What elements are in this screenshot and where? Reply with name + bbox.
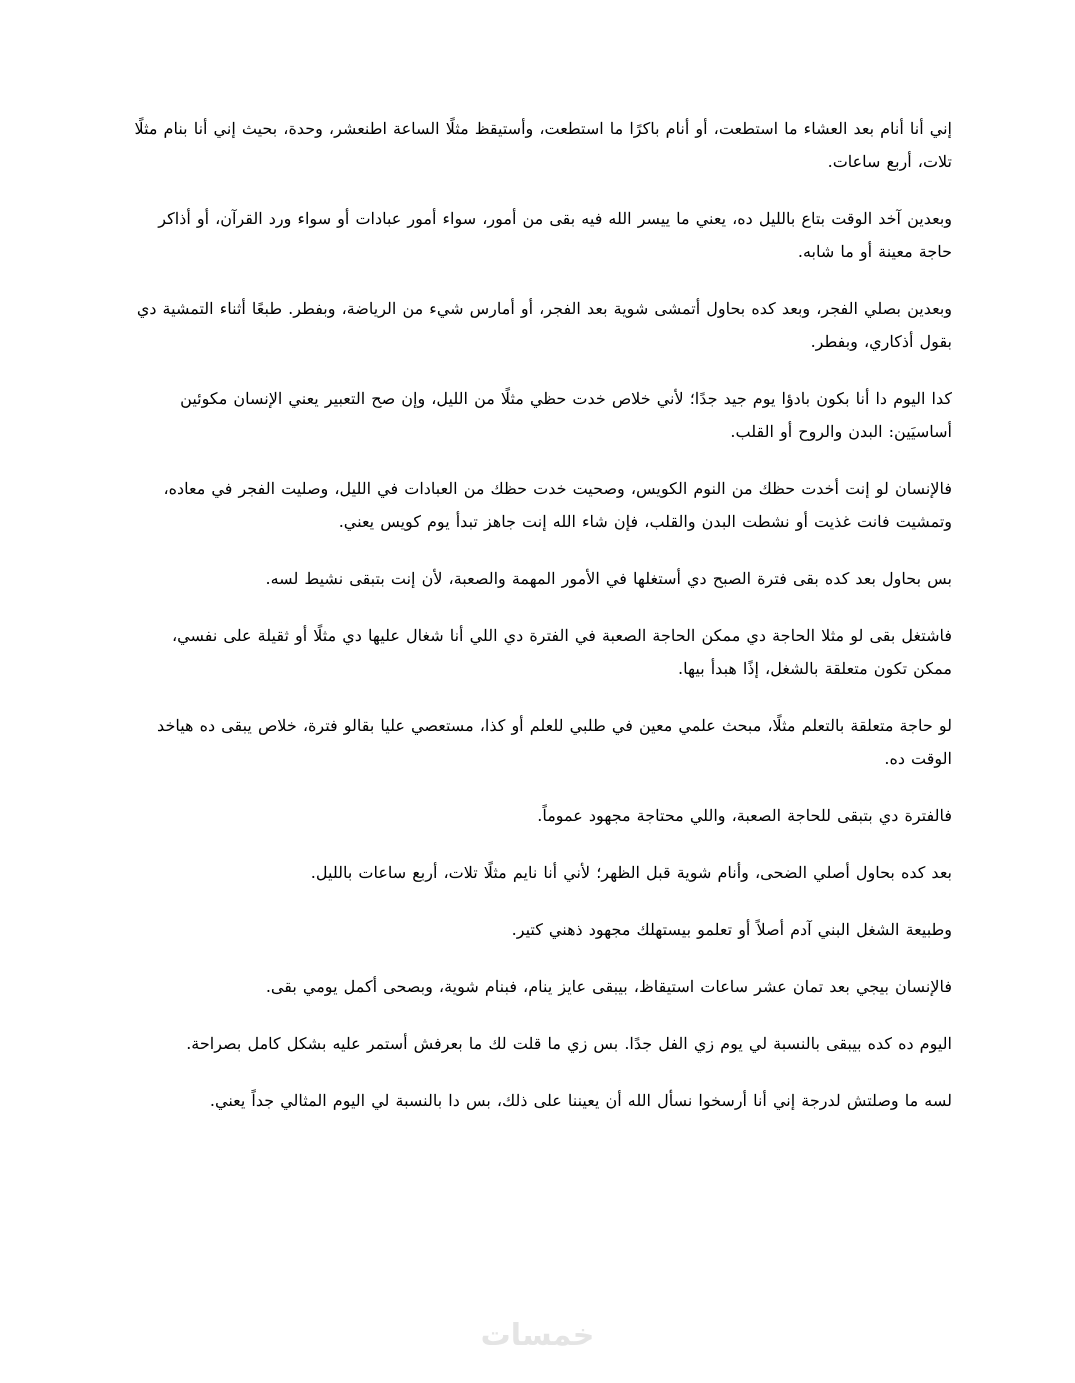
paragraph-9: فالفترة دي بتبقى للحاجة الصعبة، واللي محتاجة مجهود عموماً.	[537, 806, 952, 825]
paragraph-12: فالإنسان بيجي بعد تمان عشر ساعات استيقاظ، بيبقى عايز ينام، فبنام شوية، وبصحى أكمل يومي بقى.	[265, 977, 952, 996]
paragraph-1: إني أنا أنام بعد العشاء ما استطعت، أو أنام باكرًا ما استطعت، وأستيقظ مثلًا الساعة اطنعشر، وحدة، بحيث إني أنا بنام مثلًا تلات، أربع ساعات.	[134, 119, 952, 171]
document-body	[130, 112, 952, 1141]
paragraph-2: وبعدين آخد الوقت بتاع بالليل ده، يعني ما ييسر الله فيه بقى من أمور، سواء أمور عبادات أو سواء ورد القرآن، أو أذاكر حاجة معينة أو ما شابه.	[158, 209, 952, 261]
paragraph-4: كدا اليوم دا أنا بكون بادؤا يوم جيد جدًا؛ لأني خلاص خدت حظي مثلًا من الليل، وإن صح التعبير يعني الإنسان مكوئين أساسيَين: البدن والروح أو القلب.	[180, 389, 952, 441]
paragraph-3: وبعدين بصلي الفجر، وبعد كده بحاول أتمشى شوية بعد الفجر، أو أمارس شيء من الرياضة، وبفطر. طبعًا أثناء التمشية دي بقول أذكاري، وبفطر.	[136, 299, 952, 351]
paragraph-13: اليوم ده كده بيبقى بالنسبة لي يوم زي الفل جدًا. بس زي ما قلت لك ما بعرفش أستمر عليه بشكل كامل بصراحة.	[186, 1034, 952, 1053]
paragraph-14: لسه ما وصلتش لدرجة إني أنا أرسخوا نسأل الله أن يعيننا على ذلك، بس دا بالنسبة لي اليوم المثالي جداً يعني.	[209, 1091, 952, 1110]
paragraph-8: لو حاجة متعلقة بالتعلم مثلًا، مبحث علمي معين في طلبي للعلم أو كذا، مستعصي عليا بقالو فترة، خلاص يبقى ده هياخد الوقت ده.	[157, 716, 952, 768]
paragraph-6: بس بحاول بعد كده بقى فترة الصبح دي أستغلها في الأمور المهمة والصعبة، لأن إنت بتبقى نشيط لسه.	[265, 569, 952, 588]
paragraph-7: فاشتغل بقى لو مثلا الحاجة دي ممكن الحاجة الصعبة في الفترة دي اللي أنا شغال عليها دي مثلًا أو ثقيلة على نفسي، ممكن تكون متعلقة بالشغل، إذًا هبدأ بيها.	[171, 626, 952, 678]
paragraph-10: بعد كده بحاول أصلي الضحى، وأنام شوية قبل الظهر؛ لأني أنا نايم مثلًا تلات، أربع ساعات بالليل.	[310, 863, 952, 882]
khamsat-watermark: خمسات	[480, 1318, 595, 1353]
paragraph-5: فالإنسان لو إنت أخدت حظك من النوم الكويس، وصحيت خدت حظك من العبادات في الليل، وصليت الفجر في معاده، وتمشيت فانت غذيت أو نشطت البدن والقلب، فإن شاء الله إنت جاهز تبدأ يوم كويس يعني.	[163, 479, 952, 531]
paragraph-11: وطبيعة الشغل البني آدم أصلاً أو تعلمو بيستهلك مجهود ذهني كتير.	[511, 920, 952, 939]
